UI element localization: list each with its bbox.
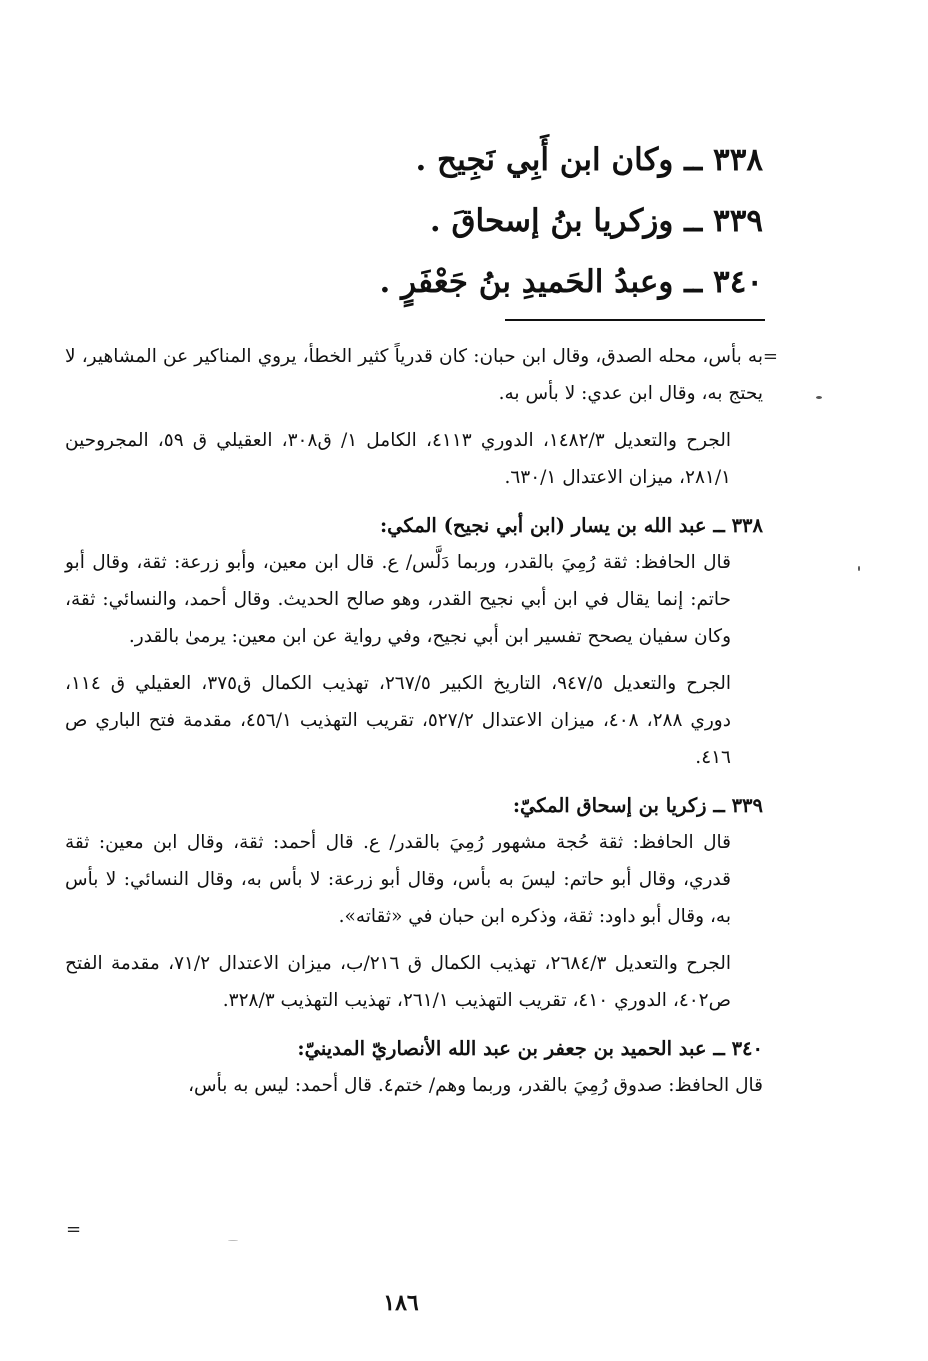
footnotes	[65, 338, 763, 1114]
footnote-intro-text: به بأس، محله الصدق، وقال ابن حبان: كان قدرياً كثير الخطأ، يروي المناكير عن المشاهير، لا يحتج به، وقال ابن عدي: لا بأس به.	[65, 346, 763, 404]
footnote-divider	[505, 319, 765, 321]
scan-speck	[228, 1240, 238, 1241]
footnote-338-body: قال الحافظ: ثقة رُمِيَ بالقدر، وربما دَلَّس/ ع. قال ابن معين، وأبو زرعة: ثقة، وقال أبو حاتم: إنما يقال في ابن أبي نجيح القدر، وهو صالح الحديث. وقال أحمد، والنسائي: ثقة، وكان سفيان يصحح تفسير ابن أبي نجيح، وفي رواية عن ابن معين: يرمىٰ بالقدر.	[65, 552, 731, 647]
footnote-339-body: قال الحافظ: ثقة حُجة مشهور رُمِيَ بالقدر/ ع. قال أحمد: ثقة، وقال ابن معين: ثقة قدري، وقال أبو حاتم: ليسَ به بأس، وقال أبو زرعة: لا بأس به، وقال النسائي: لا بأس به، وقال أبو داود: ثقة، وذكره ابن حبان في «ثقاته».	[65, 832, 731, 927]
footnote-338-sources: الجرح والتعديل ٩٤٧/٥، التاريخ الكبير ٢٦٧/٥، تهذيب الكمال ق٣٧٥، العقيلي ق ١١٤، دوري ٢٨٨، ٤٠٨، ميزان الاعتدال ٥٢٧/٢، تقريب التهذيب ٤٥٦/١، مقدمة فتح الباري ص ٤١٦.	[65, 673, 732, 768]
continuation-end-mark: =	[66, 1219, 82, 1240]
page-number: ١٨٦	[383, 1290, 419, 1316]
main-entry-339: ٣٣٩ ــ وزكريا بنُ إسحاقَ .	[429, 203, 763, 239]
footnote-340-body: قال الحافظ: صدوق رُمِيَ بالقدر، وربما وهم/ ختم٤. قال أحمد: ليس به بأس،	[188, 1075, 763, 1096]
footnote-340-heading: ٣٤٠ ــ عبد الحميد بن جعفر بن عبد الله الأنصاريّ المدينيّ:	[297, 1037, 763, 1060]
main-text	[243, 140, 763, 323]
continuation-mark: =	[762, 346, 778, 367]
scan-speck	[816, 396, 822, 399]
scan-speck	[858, 566, 860, 571]
footnote-339-sources: الجرح والتعديل ٢٦٨٤/٣، تهذيب الكمال ق ٢١٦/ب، ميزان الاعتدال ٧١/٢، مقدمة الفتح ص٤٠٢، الدوري ٤١٠، تقريب التهذيب ٢٦١/١، تهذيب التهذيب ٣٢٨/٣.	[65, 953, 732, 1011]
footnote-intro-sources: الجرح والتعديل ١٤٨٢/٣، الدوري ٤١١٣، الكامل ١/ ق٣٠٨، العقيلي ق ٥٩، المجروحين ٢٨١/١، ميزان الاعتدال ٦٣٠/١.	[65, 430, 731, 488]
footnote-339-heading: ٣٣٩ ــ زكريا بن إسحاق المكيّ:	[512, 794, 763, 817]
main-entry-340: ٣٤٠ ــ وعبدُ الحَميدِ بنُ جَعْفَرٍ .	[379, 264, 763, 300]
main-entry-338: ٣٣٨ ــ وكان ابن أَبِي نَجِيح .	[415, 142, 763, 178]
footnote-338-heading: ٣٣٨ ــ عبد الله بن يسار (ابن أبي نجيح) المكي:	[379, 514, 763, 537]
